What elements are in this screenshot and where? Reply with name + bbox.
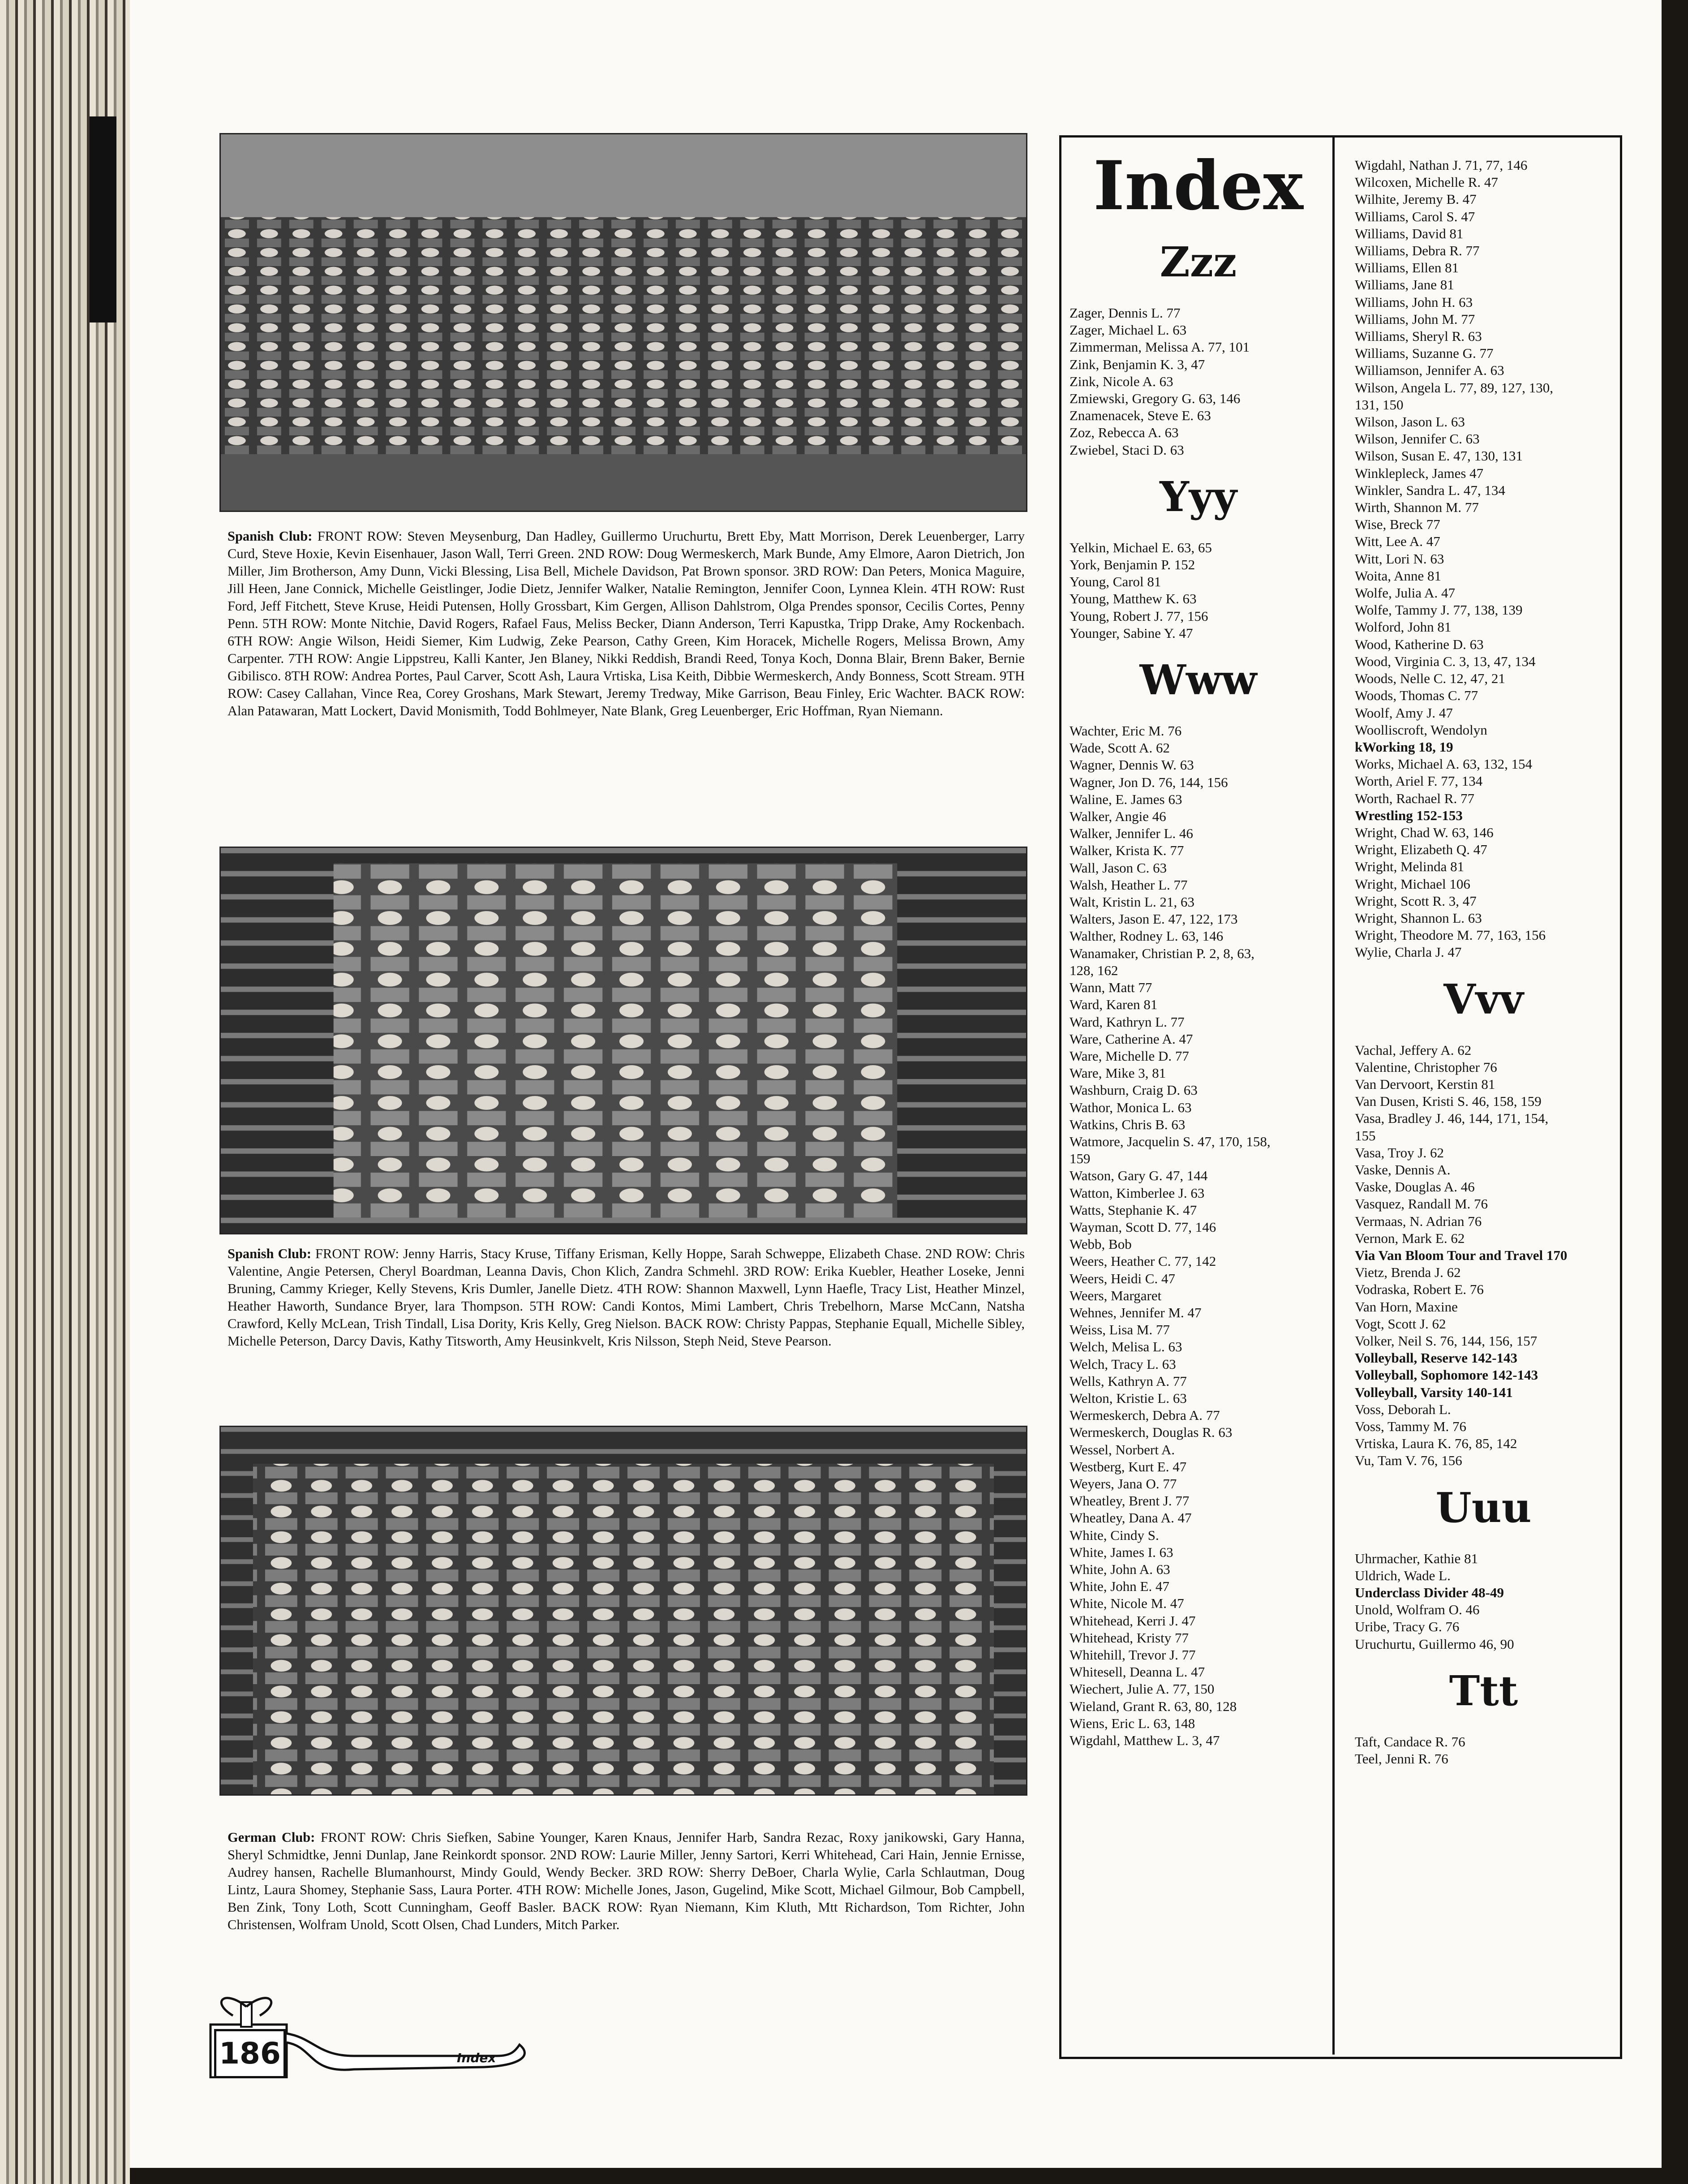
caption-club-name: German Club:: [228, 1830, 315, 1845]
index-entry: White, John A. 63: [1069, 1561, 1170, 1577]
index-entry: Wells, Kathryn A. 77: [1069, 1373, 1187, 1389]
index-letter-heading: Ttt: [1449, 1666, 1518, 1715]
index-entry: Valentine, Christopher 76: [1355, 1059, 1497, 1075]
index-entry: Vogt, Scott J. 62: [1355, 1316, 1446, 1332]
index-entry: 131, 150: [1355, 396, 1404, 413]
index-entry: Young, Carol 81: [1069, 574, 1161, 590]
index-entry: Williams, John H. 63: [1355, 294, 1473, 310]
index-entry: Williams, David 81: [1355, 225, 1464, 241]
index-entry: Voss, Deborah L.: [1355, 1401, 1451, 1417]
index-entry: Vaske, Douglas A. 46: [1355, 1179, 1475, 1195]
index-entry: Williams, Ellen 81: [1355, 260, 1459, 276]
index-entry: Walters, Jason E. 47, 122, 173: [1069, 911, 1238, 927]
index-entry: Walsh, Heather L. 77: [1069, 877, 1188, 893]
index-entry: Zimmerman, Melissa A. 77, 101: [1069, 339, 1250, 355]
index-entry: Woolliscroft, Wendolyn: [1355, 722, 1487, 738]
index-entry: Wilson, Susan E. 47, 130, 131: [1355, 448, 1523, 464]
index-entry: Wolfe, Tammy J. 77, 138, 139: [1355, 602, 1523, 618]
index-entry: Volker, Neil S. 76, 144, 156, 157: [1355, 1333, 1538, 1349]
index-entry: Vermaas, N. Adrian 76: [1355, 1213, 1482, 1229]
index-entry: Wirth, Shannon M. 77: [1355, 499, 1479, 516]
index-entry: Wiechert, Julie A. 77, 150: [1069, 1681, 1215, 1697]
index-entry: Uruchurtu, Guillermo 46, 90: [1355, 1636, 1514, 1652]
index-entry: Wehnes, Jennifer M. 47: [1069, 1304, 1202, 1320]
index-entry: Van Horn, Maxine: [1355, 1298, 1458, 1315]
index-entry: Waline, E. James 63: [1069, 791, 1182, 807]
caption-german-club: [228, 1829, 1025, 1934]
index-entry: Washburn, Craig D. 63: [1069, 1082, 1198, 1098]
index-entry: Whitehill, Trevor J. 77: [1069, 1647, 1196, 1663]
index-entry: Weyers, Jana O. 77: [1069, 1475, 1177, 1492]
index-entry: White, Cindy S.: [1069, 1527, 1159, 1543]
index-entry: Wagner, Dennis W. 63: [1069, 757, 1194, 773]
index-entry: Wachter, Eric M. 76: [1069, 723, 1182, 739]
index-entry: Ward, Karen 81: [1069, 997, 1158, 1013]
index-entry: Via Van Bloom Tour and Travel 170: [1355, 1247, 1568, 1263]
index-entry: Watton, Kimberlee J. 63: [1069, 1185, 1205, 1201]
index-entry: Wilson, Jason L. 63: [1355, 414, 1465, 430]
index-entry: Wrestling 152-153: [1355, 807, 1463, 823]
index-entry: Williams, Carol S. 47: [1355, 208, 1475, 224]
photo-spanish-club-1: [219, 133, 1027, 512]
index-entry: Webb, Bob: [1069, 1236, 1132, 1252]
index-entry: Walker, Angie 46: [1069, 808, 1166, 825]
index-entry: Van Dervoort, Kerstin 81: [1355, 1076, 1495, 1092]
index-entry: Ware, Catherine A. 47: [1069, 1031, 1193, 1047]
index-entry: Van Dusen, Kristi S. 46, 158, 159: [1355, 1093, 1542, 1109]
index-entry: Uribe, Tracy G. 76: [1355, 1619, 1460, 1635]
index-entry: Uldrich, Wade L.: [1355, 1567, 1451, 1583]
index-entry: Wise, Breck 77: [1355, 516, 1440, 533]
index-entry: Wathor, Monica L. 63: [1069, 1099, 1192, 1115]
index-entry: Zager, Michael L. 63: [1069, 322, 1187, 338]
index-entry: Ware, Mike 3, 81: [1069, 1065, 1166, 1081]
index-entry: Ware, Michelle D. 77: [1069, 1048, 1189, 1064]
index-entry: Wheatley, Dana A. 47: [1069, 1510, 1192, 1526]
index-entry: Vaske, Dennis A.: [1355, 1161, 1451, 1178]
index-entry: Woods, Nelle C. 12, 47, 21: [1355, 671, 1505, 687]
index-letter-heading: Vvv: [1443, 975, 1524, 1023]
index-title: Index: [1093, 146, 1303, 225]
index-column-divider: [1332, 135, 1335, 2055]
index-entry: Taft, Candace R. 76: [1355, 1733, 1465, 1750]
index-entry: Wright, Scott R. 3, 47: [1355, 893, 1477, 909]
index-entry: Wright, Melinda 81: [1355, 859, 1465, 875]
index-entry: Westberg, Kurt E. 47: [1069, 1458, 1187, 1475]
index-entry: Works, Michael A. 63, 132, 154: [1355, 756, 1533, 772]
index-entry: Wiens, Eric L. 63, 148: [1069, 1715, 1195, 1731]
index-entry: 128, 162: [1069, 962, 1118, 978]
photo-german-club: [219, 1426, 1027, 1796]
index-entry: Volleyball, Sophomore 142-143: [1355, 1367, 1538, 1383]
index-entry: Woolf, Amy J. 47: [1355, 705, 1453, 721]
index-entry: Weers, Heather C. 77, 142: [1069, 1253, 1216, 1269]
index-entry: Wall, Jason C. 63: [1069, 860, 1167, 876]
index-entry: Wann, Matt 77: [1069, 980, 1152, 996]
index-entry: Vietz, Brenda J. 62: [1355, 1264, 1461, 1281]
index-entry: Vasa, Troy J. 62: [1355, 1144, 1444, 1161]
index-entry: Teel, Jenni R. 76: [1355, 1751, 1448, 1767]
index-entry: Vodraska, Robert E. 76: [1355, 1281, 1484, 1298]
index-column-right: [1355, 157, 1612, 1767]
index-entry: Wigdahl, Matthew L. 3, 47: [1069, 1733, 1220, 1749]
index-entry: Zwiebel, Staci D. 63: [1069, 442, 1184, 458]
index-entry: Vasquez, Randall M. 76: [1355, 1196, 1488, 1212]
index-entry: Walt, Kristin L. 21, 63: [1069, 894, 1195, 910]
index-entry: Wigdahl, Nathan J. 71, 77, 146: [1355, 157, 1528, 173]
index-entry: Welch, Tracy L. 63: [1069, 1356, 1176, 1372]
index-entry: Wolfe, Julia A. 47: [1355, 585, 1455, 601]
index-entry: Wanamaker, Christian P. 2, 8, 63,: [1069, 945, 1254, 961]
page-number: 186: [214, 2029, 286, 2078]
index-entry: Williamson, Jennifer A. 63: [1355, 362, 1504, 378]
index-entry: Voss, Tammy M. 76: [1355, 1419, 1467, 1435]
index-entry: Worth, Ariel F. 77, 134: [1355, 773, 1483, 789]
index-entry: Unold, Wolfram O. 46: [1355, 1602, 1480, 1618]
index-entry: Williams, John M. 77: [1355, 311, 1475, 327]
index-entry: Whitesell, Deanna L. 47: [1069, 1664, 1205, 1680]
index-entry: Wayman, Scott D. 77, 146: [1069, 1219, 1216, 1235]
index-entry: Younger, Sabine Y. 47: [1069, 625, 1193, 641]
index-entry: Walker, Krista K. 77: [1069, 843, 1184, 859]
index-entry: Wood, Virginia C. 3, 13, 47, 134: [1355, 653, 1536, 669]
index-entry: Wood, Katherine D. 63: [1355, 636, 1484, 652]
index-entry: Witt, Lori N. 63: [1355, 550, 1444, 567]
caption-roster: FRONT ROW: Chris Siefken, Sabine Younger, Karen Knaus, Jennifer Harb, Sandra Rezac, Roxy janikowski, Gary Hanna, Sheryl Schmidtke, Jenni Dunlap, Jane Reinkordt sponsor. 2ND ROW: Laurie Miller, Jenny Sartori, Kerri Whitehead, Cari Hain, Jennie Ernisse, Audrey hansen, Rachelle Blumanhourst, Mindy Gould, Wendy Becker. 3RD ROW: Sherry DeBoer, Charla Wylie, Carla Schlautman, Doug Lintz, Laura Shomey, Stephanie Sass, Laura Porter. 4TH ROW: Michelle Jones, Jason, Gugelind, Mike Scott, Michael Gilmour, Bob Campbell, Ben Zink, Tony Loth, Scott Cunningham, Geoff Basler. BACK ROW: Ryan Niemann, Kim Kluth, Mtt Richardson, Tom Richter, John Christensen, Wolfram Unold, Scott Olsen, Chad Lunders, Mitch Parker.: [228, 1830, 1025, 1932]
caption-roster: FRONT ROW: Jenny Harris, Stacy Kruse, Tiffany Erisman, Kelly Hoppe, Sarah Schweppe, Elizabeth Chase. 2ND ROW: Chris Valentine, Angie Petersen, Cheryl Boardman, Leanna Davis, Chon Klich, Zandra Schmehl. 3RD ROW: Erika Kuebler, Heather Loseke, Jenni Bruning, Cammy Krieger, Kelly Stevens, Kris Dumler, Janelle Dietz. 4TH ROW: Shannon Maxwell, Lynn Haefle, Tracy List, Heather Minzel, Heather Haworth, Sundance Bryer, lara Thompson. 5TH ROW: Candi Kontos, Mimi Lambert, Chris Trebelhorn, Marse McCann, Natsha Crawford, Kelly McLean, Trish Tindall, Lisa Dority, Kris Kelly, Greg Nielson. BACK ROW: Christy Pappas, Stephanie Equall, Michelle Sibley, Michelle Peterson, Darcy Davis, Kathy Titsworth, Amy Heusinkvelt, Kris Nilsson, Steph Neid, Steve Pearson.: [228, 1246, 1025, 1349]
index-entry: Whitehead, Kerri J. 47: [1069, 1612, 1196, 1629]
index-entry: Witt, Lee A. 47: [1355, 533, 1440, 550]
index-entry: Worth, Rachael R. 77: [1355, 790, 1474, 806]
index-entry: Wieland, Grant R. 63, 80, 128: [1069, 1698, 1237, 1714]
index-entry: Zager, Dennis L. 77: [1069, 305, 1181, 321]
index-entry: Watmore, Jacquelin S. 47, 170, 158,: [1069, 1133, 1271, 1149]
caption-club-name: Spanish Club:: [228, 529, 313, 544]
index-entry: Wilson, Angela L. 77, 89, 127, 130,: [1355, 379, 1554, 396]
index-entry: Watkins, Chris B. 63: [1069, 1116, 1185, 1132]
caption-roster: FRONT ROW: Steven Meysenburg, Dan Hadley, Guillermo Uruchurtu, Brett Eby, Matt Morrison, Derek Leuenberger, Larry Curd, Steve Hoxie, Kevin Eisenhauer, Jason Wall, Terri Green. 2ND ROW: Doug Wermeskerch, Mark Bunde, Amy Elmore, Aaron Dietrich, Jon Miller, Jim Brotherson, Amy Dunn, Vicki Blessing, Lisa Bell, Michele Davidson, Pat Brown sponsor. 3RD ROW: Dan Peters, Monica Maguire, Jill Heen, Jane Connick, Michelle Geistlinger, Jodie Dietz, Jennifer Walker, Natalie Remington, Jennifer Coon, Lynnea Klein. 4TH ROW: Rust Ford, Jeff Fitchett, Steve Kruse, Heidi Putensen, Holly Grossbart, Kim Gergen, Allison Dahlstrom, Olga Prendes sponsor, Cecilis Cortes, Penny Penn. 5TH ROW: Monte Nitchie, David Rogers, Rafael Faus, Meliss Becker, Diann Anderson, Terri Kapustka, Tripp Drake, Amy Rockenbach. 6TH ROW: Angie Wilson, Heidi Siemer, Kim Ludwig, Zeke Pearson, Cathy Green, Kim Horacek, Michelle Rogers, Melissa Brown, Amy Carpenter. 7TH ROW: Angie Lippstreu, Kalli Kanter, Jen Blaney, Nikki Reddish, Brandi Reed, Tonya Koch, Donna Blair, Brenn Baker, Bernie Gibilisco. 8TH ROW: Andrea Portes, Paul Carver, Scott Ash, Laura Vrtiska, Lisa Keith, Dibbie Wermeskerch, Andy Bonness, Scott Stream. 9TH ROW: Casey Callahan, Vince Rea, Corey Groshans, Mark Stewart, Jeremy Tredway, Mike Garrison, Beau Finley, Eric Wachter. BACK ROW: Alan Patawaran, Matt Lockert, David Monismith, Todd Bohlmeyer, Nate Blank, Greg Leuenberger, Eric Hoffman, Ryan Niemann.: [228, 529, 1025, 718]
index-entry: Volleyball, Reserve 142-143: [1355, 1350, 1518, 1366]
index-entry: Young, Matthew K. 63: [1069, 591, 1197, 607]
index-entry: Znamenacek, Steve E. 63: [1069, 408, 1211, 424]
index-entry: Wagner, Jon D. 76, 144, 156: [1069, 774, 1228, 790]
index-entry: Wright, Michael 106: [1355, 876, 1470, 892]
index-entry: Wermeskerch, Douglas R. 63: [1069, 1424, 1233, 1440]
index-entry: 155: [1355, 1127, 1376, 1144]
index-entry: Wolford, John 81: [1355, 619, 1452, 635]
index-entry: Zoz, Rebecca A. 63: [1069, 425, 1179, 441]
index-entry: Vernon, Mark E. 62: [1355, 1230, 1465, 1246]
index-entry: Wright, Theodore M. 77, 163, 156: [1355, 927, 1546, 943]
index-entry: Wilson, Jennifer C. 63: [1355, 431, 1480, 447]
index-entry: White, James I. 63: [1069, 1544, 1173, 1560]
index-entry: Winklepleck, James 47: [1355, 465, 1484, 481]
index-entry: Welch, Melisa L. 63: [1069, 1339, 1182, 1355]
index-entry: Vachal, Jeffery A. 62: [1355, 1042, 1472, 1058]
index-entry: Weiss, Lisa M. 77: [1069, 1322, 1170, 1338]
index-letter-heading: Www: [1139, 656, 1257, 705]
index-entry: Zmiewski, Gregory G. 63, 146: [1069, 391, 1241, 407]
index-entry: Williams, Suzanne G. 77: [1355, 345, 1494, 361]
caption-club-name: Spanish Club:: [228, 1246, 312, 1261]
index-entry: Watts, Stephanie K. 47: [1069, 1202, 1197, 1218]
index-entry: Ward, Kathryn L. 77: [1069, 1014, 1185, 1030]
index-entry: Walker, Jennifer L. 46: [1069, 825, 1194, 842]
index-entry: Wright, Elizabeth Q. 47: [1355, 842, 1487, 858]
index-entry: 159: [1069, 1151, 1091, 1167]
index-letter-heading: Zzz: [1160, 238, 1237, 286]
index-entry: Volleyball, Varsity 140-141: [1355, 1384, 1513, 1400]
page-folio: [206, 1989, 546, 2078]
index-entry: Wilcoxen, Michelle R. 47: [1355, 174, 1498, 190]
index-entry: York, Benjamin P. 152: [1069, 557, 1195, 573]
index-entry: Wessel, Norbert A.: [1069, 1441, 1175, 1457]
index-entry: Walther, Rodney L. 63, 146: [1069, 928, 1224, 944]
index-entry: Williams, Debra R. 77: [1355, 243, 1480, 259]
index-entry: Uhrmacher, Kathie 81: [1355, 1550, 1478, 1566]
index-entry: Wade, Scott A. 62: [1069, 740, 1170, 756]
photo-spanish-club-2: [219, 847, 1027, 1234]
index-column-left: [1069, 148, 1327, 1749]
caption-spanish-club-2: [228, 1245, 1025, 1350]
index-entry: Wermeskerch, Debra A. 77: [1069, 1407, 1220, 1423]
folio-section-label: Index: [457, 2051, 496, 2065]
index-entry: Vasa, Bradley J. 46, 144, 171, 154,: [1355, 1110, 1549, 1126]
index-entry: Zink, Nicole A. 63: [1069, 373, 1173, 389]
index-letter-heading: Yyy: [1160, 472, 1237, 521]
index-entry: Vu, Tam V. 76, 156: [1355, 1453, 1462, 1469]
index-entry: Williams, Jane 81: [1355, 277, 1454, 293]
index-entry: Williams, Sheryl R. 63: [1355, 328, 1482, 344]
index-entry: Wright, Chad W. 63, 146: [1355, 824, 1494, 840]
index-entry: White, John E. 47: [1069, 1578, 1169, 1595]
index-entry: Woita, Anne 81: [1355, 567, 1441, 584]
index-entry: Yelkin, Michael E. 63, 65: [1069, 539, 1212, 555]
book-binding-edge: [0, 0, 130, 2184]
index-entry: White, Nicole M. 47: [1069, 1595, 1184, 1612]
index-entry: Weers, Heidi C. 47: [1069, 1270, 1175, 1286]
index-entry: Welton, Kristie L. 63: [1069, 1390, 1187, 1406]
index-entry: Vrtiska, Laura K. 76, 85, 142: [1355, 1436, 1517, 1452]
index-entry: Wylie, Charla J. 47: [1355, 944, 1462, 960]
index-entry: kWorking 18, 19: [1355, 739, 1453, 755]
index-letter-heading: Uuu: [1435, 1483, 1532, 1532]
index-entry: Young, Robert J. 77, 156: [1069, 608, 1208, 624]
caption-spanish-club-1: [228, 528, 1025, 720]
index-entry: Weers, Margaret: [1069, 1287, 1162, 1303]
index-entry: Winkler, Sandra L. 47, 134: [1355, 482, 1505, 498]
index-entry: Watson, Gary G. 47, 144: [1069, 1168, 1208, 1184]
index-entry: Underclass Divider 48-49: [1355, 1585, 1504, 1601]
index-entry: Wheatley, Brent J. 77: [1069, 1493, 1190, 1509]
index-entry: Zink, Benjamin K. 3, 47: [1069, 356, 1205, 372]
index-entry: Woods, Thomas C. 77: [1355, 688, 1478, 704]
index-entry: Wilhite, Jeremy B. 47: [1355, 191, 1477, 207]
index-entry: Whitehead, Kristy 77: [1069, 1629, 1189, 1646]
index-entry: Wright, Shannon L. 63: [1355, 910, 1482, 926]
